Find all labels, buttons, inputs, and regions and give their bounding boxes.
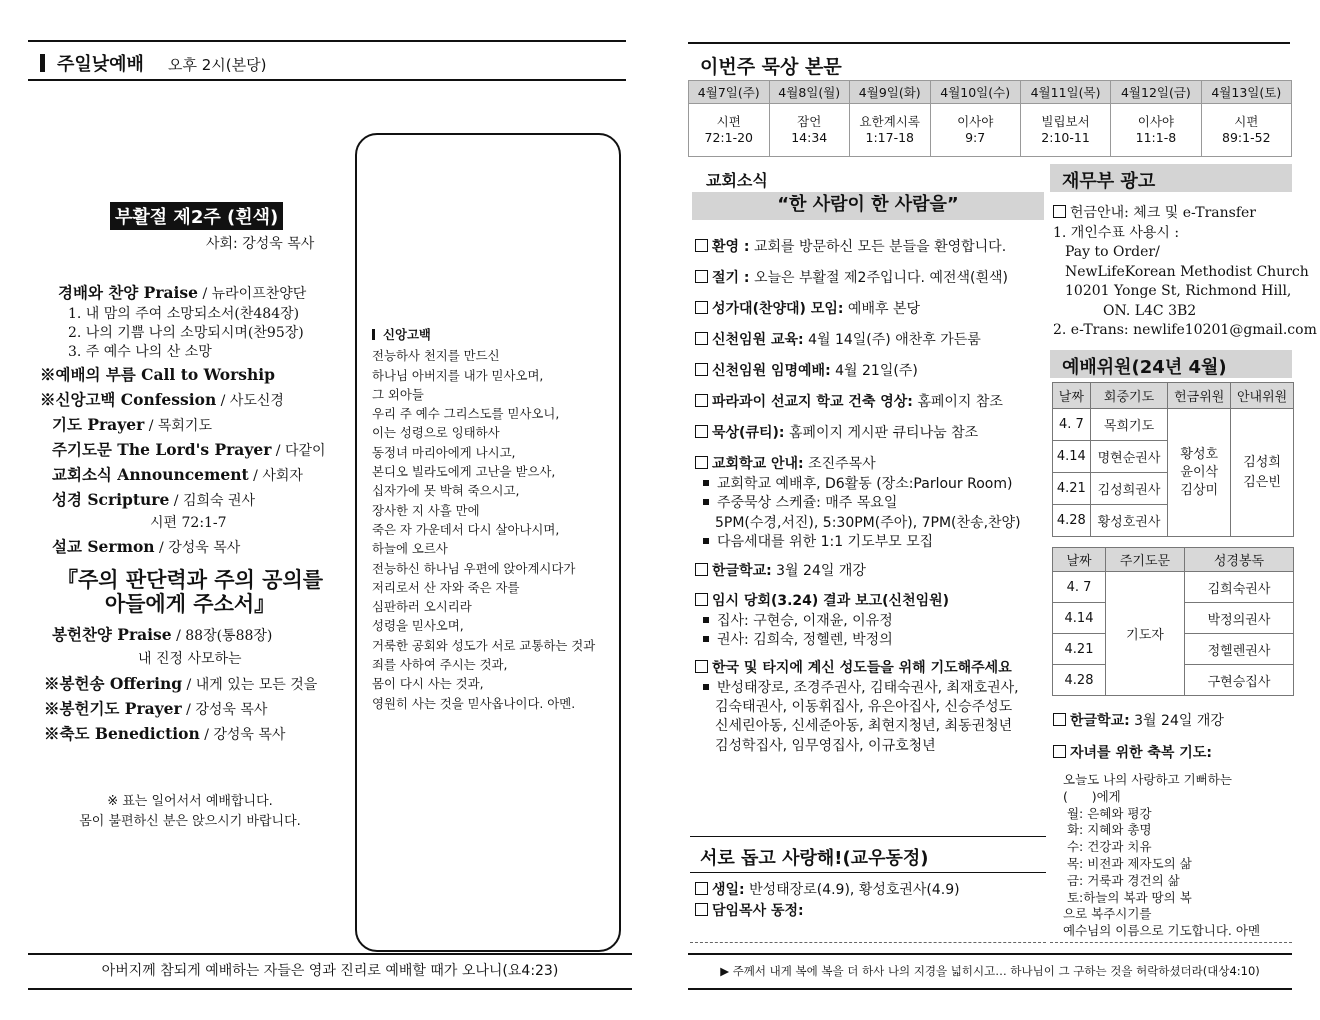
news-item-text: 4월 21일(주) — [830, 363, 918, 379]
passage-ref: 72:1-20 — [704, 130, 753, 145]
meditation-passage-cell — [930, 104, 1020, 157]
news-item-head: 신천임원 교육: — [712, 332, 804, 348]
blessing-prayer — [1063, 772, 1260, 940]
order-item-label: 봉헌찬양 Praise — [52, 625, 172, 644]
bullet-icon — [703, 499, 709, 505]
duty-table — [1052, 382, 1294, 537]
news-sub-item: 다음세대를 위한 1:1 기도부모 모집 — [717, 533, 934, 550]
duty-header-cell: 헌금위원 — [1168, 383, 1231, 409]
creed-line: 이는 성령으로 잉태하사 — [372, 425, 500, 441]
creed-line: 성령을 믿사오며, — [372, 618, 464, 634]
care-list — [695, 880, 960, 922]
meditation-passage-cell — [1111, 104, 1201, 157]
service-title: 부활절 제2주 (흰색) — [110, 202, 283, 230]
reader-cell: 박정의권사 — [1185, 603, 1294, 634]
checkbox-icon — [695, 270, 708, 283]
finance-line: ON. L4C 3B2 — [1103, 302, 1197, 319]
duty-date-cell: 4. 7 — [1053, 409, 1091, 441]
note-line: ※ 표는 일어서서 예배합니다. — [107, 794, 273, 809]
news-item-text: 홈페이지 게시판 큐티나눔 참조 — [784, 425, 979, 441]
meditation-passage-cell — [1020, 104, 1110, 157]
news-item-head: 파라과이 선교지 학교 건축 영상: — [712, 394, 913, 410]
care-item-head: 담임목사 동정: — [712, 903, 804, 919]
presider: 사회: 강성욱 목사 — [206, 236, 315, 252]
meditation-date-cell: 4월9일(화) — [850, 81, 931, 104]
reading-date-cell: 4.14 — [1053, 603, 1106, 634]
reading-header-cell: 날짜 — [1053, 548, 1106, 572]
finance-line: NewLifeKorean Methodist Church — [1065, 263, 1309, 280]
checkbox-icon — [1053, 205, 1066, 218]
creed-line: 전능하신 하나님 우편에 앉아계시다가 — [372, 560, 576, 576]
blessing-rule — [1050, 942, 1292, 943]
duty-header-cell: 안내위원 — [1231, 383, 1294, 409]
creed-title: 신앙고백 — [383, 327, 431, 342]
passage-book: 요한계시록 — [859, 114, 920, 129]
header-rule — [28, 79, 626, 81]
passage-book: 이사야 — [957, 114, 994, 129]
duty-header-cell: 회중기도 — [1090, 383, 1168, 409]
meditation-table — [688, 80, 1292, 157]
order-of-worship-2 — [44, 622, 350, 746]
offering-cell: 황성호 윤이삭 김상미 — [1168, 409, 1231, 537]
news-item-text: 조진주목사 — [803, 456, 876, 472]
checkbox-icon — [1053, 745, 1066, 758]
creed-line: 하늘에 오르사 — [372, 541, 448, 557]
blessing-line: ( )에게 — [1063, 788, 1121, 804]
duty-prayer-cell: 목희기도 — [1090, 409, 1168, 441]
news-item — [695, 298, 1035, 318]
standing-note — [40, 792, 340, 832]
news-item-head: 한국 및 타지에 계신 성도들을 위해 기도해주세요 — [712, 659, 1012, 676]
reader-cell: 김희숙권사 — [1185, 572, 1294, 603]
creed-line: 우리 주 예수 그리스도를 믿사오니, — [372, 406, 560, 422]
order-item-detail: / 목회기도 — [144, 418, 212, 434]
bullet-icon — [703, 636, 709, 642]
finance-line: 10201 Yonge St, Richmond Hill, — [1065, 283, 1292, 299]
news-item-text: 3월 24일 개강 — [771, 563, 866, 580]
order-of-worship — [40, 280, 350, 559]
checkbox-icon — [695, 363, 708, 376]
checkbox-icon — [695, 425, 708, 438]
blessing-head: 자녀를 위한 축복 기도: — [1053, 742, 1212, 762]
hymn-line: 내 진정 사모하는 — [138, 651, 242, 667]
checkbox-icon — [695, 563, 708, 576]
order-item-detail: / 강성욱 목사 — [181, 702, 268, 718]
news-item-text: 오늘은 부활절 제2주입니다. 예전색(흰색) — [749, 270, 1008, 286]
checkbox-icon — [695, 593, 708, 606]
pray-line: 반성태장로, 조경주권사, 김태숙권사, 최재호권사, — [717, 679, 1019, 696]
news-item-text: 홈페이지 참조 — [912, 394, 1003, 410]
hymn-line: 2. 나의 기쁨 나의 소망되시며(찬95장) — [68, 325, 304, 341]
meditation-date-cell: 4월10일(수) — [930, 81, 1020, 104]
reading-date-cell: 4.28 — [1053, 665, 1106, 696]
order-item-detail: / 88장(통88장) — [171, 628, 273, 644]
meditation-date-cell: 4월7일(주) — [689, 81, 770, 104]
duty-prayer-cell: 김성희권사 — [1090, 473, 1168, 505]
order-item-detail: / 김희숙 권사 — [169, 493, 256, 509]
hymn-line: 3. 주 예수 나의 산 소망 — [68, 344, 212, 360]
duty-date-cell: 4.14 — [1053, 441, 1091, 473]
usher-cell: 김성희 김은빈 — [1231, 409, 1294, 537]
finance-line: 1. 개인수표 사용시 : — [1053, 224, 1180, 241]
creed-line: 하나님 아버지를 내가 믿사오며, — [372, 367, 544, 383]
bullet-icon — [703, 480, 709, 486]
passage-ref: 14:34 — [791, 130, 828, 145]
passage-ref: 89:1-52 — [1222, 130, 1271, 145]
reader-cell: 정헬렌권사 — [1185, 634, 1294, 665]
order-item-label: 기도 Prayer — [52, 415, 145, 434]
passage-book: 시편 — [716, 114, 741, 129]
news-item — [695, 360, 1035, 380]
order-item-detail: / 뉴라이프찬양단 — [198, 286, 307, 302]
creed-line: 거룩한 공회와 성도가 서로 교통하는 것과 — [372, 637, 596, 653]
care-title: 서로 돕고 사랑해!(교우동정) — [700, 848, 929, 869]
news-sub-item: 주중묵상 스케쥴: 매주 목요일 — [717, 495, 898, 512]
footer-rule-bottom — [28, 988, 632, 990]
checkbox-icon — [695, 301, 708, 314]
creed-line: 몸이 다시 사는 것과, — [372, 676, 484, 692]
checkbox-icon — [1053, 713, 1066, 726]
right-footer-rule-bottom — [688, 988, 1292, 990]
creed-lines — [372, 346, 612, 713]
news-item-head: 절기 : — [712, 270, 750, 286]
meditation-passage-cell — [850, 104, 931, 157]
bullet-icon — [703, 617, 709, 623]
news-item — [695, 391, 1035, 411]
creed-line: 십자가에 못 박혀 죽으시고, — [372, 483, 520, 499]
passage-book: 빌립보서 — [1041, 114, 1090, 129]
blessing-line: 오늘도 나의 사랑하고 기뻐하는 — [1063, 772, 1232, 787]
meditation-date-cell: 4월11일(목) — [1020, 81, 1110, 104]
meditation-title: 이번주 묵상 본문 — [700, 56, 842, 78]
order-item-detail: / 다같이 — [271, 443, 326, 459]
header-bar-icon — [40, 54, 45, 72]
passage-book: 잠언 — [797, 114, 822, 129]
lords-prayer-cell: 기도자 — [1106, 572, 1185, 696]
passage-ref: 1:17-18 — [865, 130, 914, 145]
footer-rule-top — [28, 953, 632, 955]
left-footer-verse: 아버지께 참되게 예배하는 자들은 영과 진리로 예배할 때가 오나니(요4:23) — [101, 963, 559, 979]
order-item-detail: / 내게 있는 모든 것을 — [182, 677, 318, 693]
meditation-passage-cell — [769, 104, 850, 157]
service-header-subtitle: 오후 2시(본당) — [167, 56, 267, 74]
pray-line: 신세린아동, 신세준아동, 최현지청년, 최동권청년 — [715, 718, 1013, 735]
reading-header-cell: 성경봉독 — [1185, 548, 1294, 572]
news-item-head: 교회학교 안내: — [712, 456, 804, 472]
sermon-title-line: 『주의 판단력과 주의 공의를 — [56, 567, 324, 592]
checkbox-icon — [695, 882, 708, 895]
meditation-date-cell: 4월12일(금) — [1111, 81, 1201, 104]
order-item-label: 경배와 찬양 Praise — [58, 283, 198, 302]
top-rule — [28, 40, 626, 42]
checkbox-icon — [695, 332, 708, 345]
duty-date-cell: 4.28 — [1053, 505, 1091, 537]
care-rule-top — [690, 836, 1046, 837]
creed-line: 영원히 사는 것을 믿사옵나이다. 아멘. — [372, 695, 576, 711]
creed-line: 전능하사 천지를 만드신 — [372, 348, 500, 364]
hymn-line: 1. 내 맘의 주여 소망되소서(찬484장) — [68, 306, 300, 322]
news-item-head: 환영 : — [712, 239, 750, 255]
order-item-label: 성경 Scripture — [52, 490, 170, 509]
note-line: 몸이 불편하신 분은 앉으시기 바랍니다. — [79, 814, 301, 829]
blessing-line: 예수님의 이름으로 기도합니다. 아멘 — [1063, 923, 1261, 939]
care-item-head: 생일: — [712, 882, 745, 898]
news-sub-item: 5PM(수경,서진), 5:30PM(주아), 7PM(찬송,찬양) — [715, 514, 1021, 531]
passage-ref: 9:7 — [965, 130, 986, 145]
duty-title: 예배위원(24년 4월) — [1062, 357, 1227, 378]
meditation-date-cell: 4월8일(월) — [769, 81, 850, 104]
news-item — [695, 267, 1035, 287]
news-item-head: 한글학교: — [712, 563, 772, 580]
order-item-label: ※신앙고백 Confession — [40, 390, 217, 409]
checkbox-icon — [695, 660, 708, 673]
scripture-ref: 시편 72:1-7 — [150, 515, 227, 531]
care-rule-bottom — [690, 942, 1046, 943]
reading-date-cell: 4.21 — [1053, 634, 1106, 665]
news-title: 교회소식 — [706, 171, 768, 190]
news-sub-item: 권사: 김희숙, 정헬렌, 박정의 — [717, 632, 893, 649]
news-item-text: 4월 14일(주) 애찬후 가든룸 — [803, 332, 981, 348]
order-item-label: ※예배의 부름 Call to Worship — [40, 365, 275, 384]
reading-table — [1052, 547, 1294, 696]
creed-line: 동정녀 마리아에게 나시고, — [372, 444, 516, 460]
news-item-head: 신천임원 임명예배: — [712, 363, 831, 379]
order-item-label: 교회소식 Announcement — [52, 465, 249, 484]
checkbox-icon — [695, 394, 708, 407]
order-item-label: 설교 Sermon — [52, 537, 155, 556]
news-item — [695, 329, 1035, 349]
creed-line: 그 외아들 — [372, 386, 424, 402]
bullet-icon — [703, 684, 709, 690]
reading-header-cell: 주기도문 — [1106, 548, 1185, 572]
sermon-title-line: 아들에게 주소서』 — [104, 591, 276, 616]
creed-line: 장사한 지 사흘 만에 — [372, 502, 480, 518]
order-item-detail: / 사도신경 — [216, 393, 284, 409]
news-list — [695, 236, 1035, 756]
pray-line: 김숙태권사, 이동휘집사, 유은아집사, 신승주성도 — [715, 699, 1013, 716]
order-item-label: ※축도 Benediction — [44, 724, 200, 743]
order-item-label: ※봉헌기도 Prayer — [44, 699, 182, 718]
passage-ref: 11:1-8 — [1135, 130, 1177, 145]
passage-ref: 2:10-11 — [1041, 130, 1090, 145]
creed-line: 저리로서 산 자와 죽은 자를 — [372, 579, 520, 595]
blessing-line: 금: 거룩과 경건의 삶 — [1063, 872, 1180, 888]
order-item-label: ※봉헌송 Offering — [44, 674, 183, 693]
news-sub-item: 교회학교 예배후, D6활동 (장소:Parlour Room) — [717, 476, 1013, 492]
care-item-text: 반성태장로(4.9), 황성호권사(4.9) — [744, 882, 960, 898]
bullet-icon — [703, 538, 709, 544]
meditation-passage-cell — [1201, 104, 1291, 157]
right-top-rule — [688, 42, 1290, 44]
creed-line: 죄를 사하여 주시는 것과, — [372, 657, 508, 673]
pray-line: 김성학집사, 임무영집사, 이규호청년 — [715, 737, 936, 754]
checkbox-icon — [695, 239, 708, 252]
blessing-line: 토:하늘의 복과 땅의 복 — [1063, 889, 1192, 905]
finance-line: Pay to Order/ — [1065, 244, 1160, 260]
reader-cell: 구현승집사 — [1185, 665, 1294, 696]
creed-line: 심판하러 오시리라 — [372, 599, 472, 615]
korean-school-notice: 한글학교: 3월 24일 개강 — [1053, 710, 1224, 730]
blessing-line: 목: 비전과 제자도의 삶 — [1063, 855, 1192, 871]
news-item — [695, 422, 1035, 442]
blessing-line: 화: 지혜와 총명 — [1063, 822, 1152, 838]
apostles-creed — [372, 325, 612, 713]
care-rule — [690, 872, 1046, 873]
order-item-detail: / 사회자 — [248, 468, 303, 484]
news-sub-item: 집사: 구현승, 이재윤, 이유정 — [717, 613, 893, 630]
news-item — [695, 236, 1035, 256]
finance-title: 재무부 광고 — [1062, 171, 1156, 192]
duty-date-cell: 4.21 — [1053, 473, 1091, 505]
news-motto: “한 사람이 한 사람을” — [692, 192, 1044, 220]
order-item-detail: / 강성욱 목사 — [199, 727, 286, 743]
reading-date-cell: 4. 7 — [1053, 572, 1106, 603]
creed-line: 죽은 자 가운데서 다시 살아나시며, — [372, 521, 560, 537]
right-footer-rule-top — [688, 953, 1292, 955]
news-item-head: 성가대(찬양대) 모임: — [712, 301, 844, 317]
duty-header-cell: 날짜 — [1053, 383, 1091, 409]
blessing-line: 월: 은혜와 평강 — [1063, 805, 1152, 821]
blessing-line: 으로 복주시기를 — [1063, 906, 1152, 922]
duty-prayer-cell: 황성호권사 — [1090, 505, 1168, 537]
passage-book: 시편 — [1234, 114, 1259, 129]
right-footer-verse: ▶ 주께서 내게 복에 복을 더 하사 나의 지경을 넓히시고… 하나님이 그 구하는 것을 허락하셨더라(대상4:10) — [720, 964, 1260, 978]
duty-prayer-cell: 명현순권사 — [1090, 441, 1168, 473]
checkbox-icon — [695, 456, 708, 469]
news-item-text: 예배후 본당 — [843, 301, 920, 317]
creed-bar-icon — [372, 329, 375, 340]
finance-line: 2. e-Trans: newlife10201@gmail.com — [1053, 322, 1317, 338]
order-item-detail: / 강성욱 목사 — [154, 540, 241, 556]
meditation-passage-cell — [689, 104, 770, 157]
finance-info — [1053, 204, 1317, 341]
order-item-label: 주기도문 The Lord's Prayer — [52, 440, 272, 459]
meditation-date-cell: 4월13일(토) — [1201, 81, 1291, 104]
news-item-text: 교회를 방문하신 모든 분들을 환영합니다. — [749, 239, 1007, 255]
blessing-line: 수: 건강과 치유 — [1063, 839, 1152, 855]
checkbox-icon — [695, 903, 708, 916]
service-header — [40, 50, 266, 76]
news-item-head: 임시 당회(3.24) 결과 보고(신천임원) — [712, 593, 950, 610]
sermon-title — [40, 568, 340, 616]
creed-line: 본디오 빌라도에게 고난을 받으사, — [372, 464, 556, 480]
service-header-title: 주일낮예배 — [57, 54, 144, 75]
news-item-head: 묵상(큐티): — [712, 425, 785, 441]
finance-head: 헌금안내: 체크 및 e-Transfer — [1070, 205, 1256, 221]
passage-book: 이사야 — [1137, 114, 1175, 129]
